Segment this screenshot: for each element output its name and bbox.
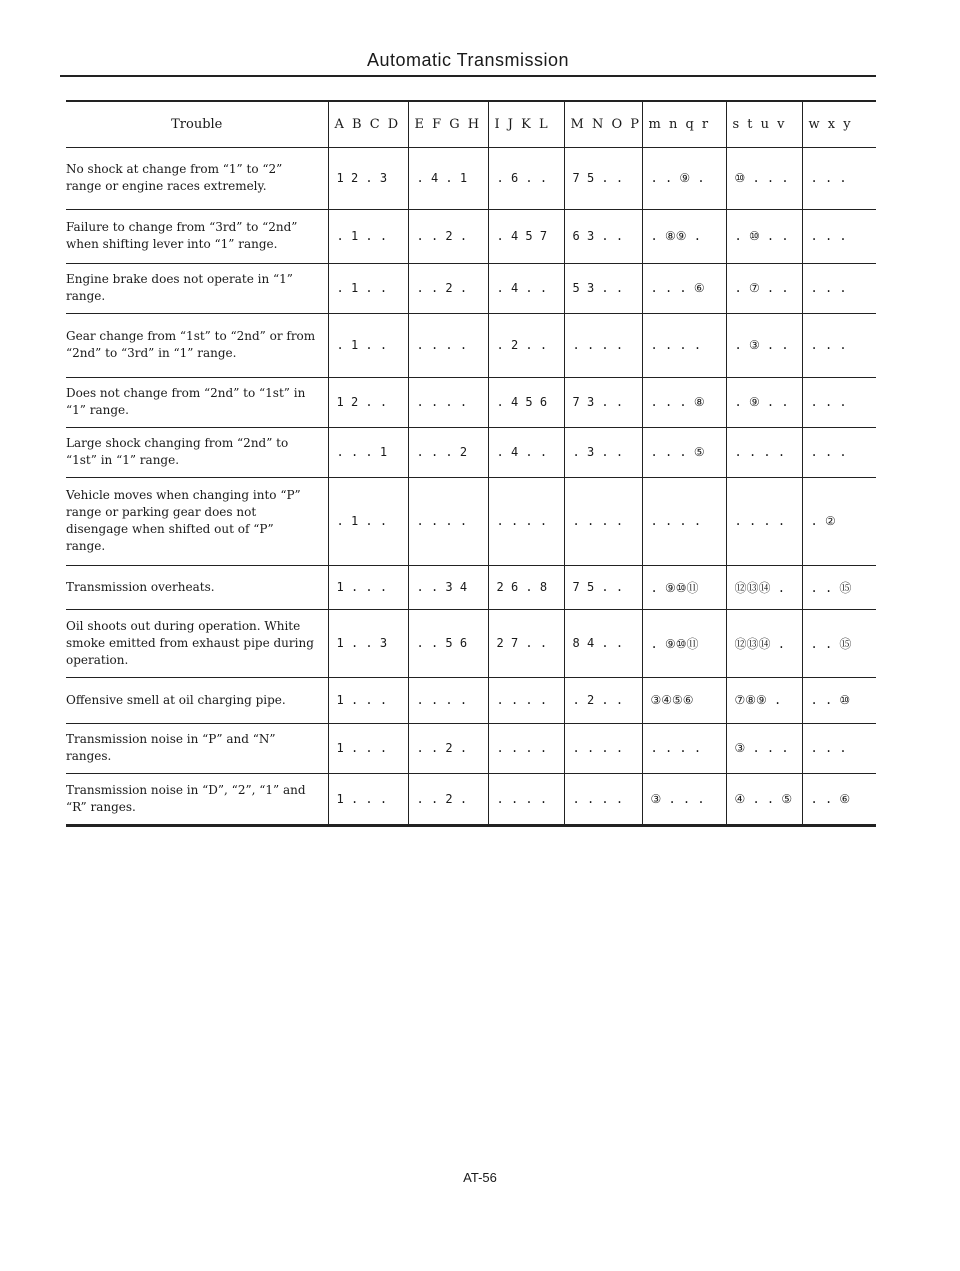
code-cell: . . . . — [488, 773, 564, 825]
trouble-cell: Transmission noise in “P” and “N” ranges. — [66, 723, 328, 773]
code-cell: . 1 . . — [328, 477, 408, 565]
code-cell: . ⑨⑩⑪ — [642, 565, 726, 609]
header-trouble: Trouble — [66, 101, 328, 147]
code-cell: . . . 1 — [328, 427, 408, 477]
table-row — [66, 313, 876, 377]
code-cell: . 6 . . — [488, 147, 564, 209]
code-cell: . . ⑨ . — [642, 147, 726, 209]
code-cell: . . . . — [488, 677, 564, 723]
code-cell: 2 7 . . — [488, 609, 564, 677]
code-cell: . . . ⑤ — [642, 427, 726, 477]
code-cell: . 4 . 1 — [408, 147, 488, 209]
table-row — [66, 209, 876, 263]
code-cell: . . . . — [564, 477, 642, 565]
code-cell: . . . . — [488, 477, 564, 565]
trouble-cell: Failure to change from “3rd” to “2nd” when shifting lever into “1” range. — [66, 209, 328, 263]
code-cell: 1 . . . — [328, 723, 408, 773]
code-cell: ⑫⑬⑭ . — [726, 565, 802, 609]
trouble-cell: Transmission overheats. — [66, 565, 328, 609]
page-title: Automatic Transmission — [366, 50, 570, 70]
table-row — [66, 147, 876, 209]
trouble-cell: Offensive smell at oil charging pipe. — [66, 677, 328, 723]
code-cell: . . . — [802, 313, 876, 377]
code-cell: 6 3 . . — [564, 209, 642, 263]
code-cell: ③ . . . — [642, 773, 726, 825]
code-cell: ⑩ . . . — [726, 147, 802, 209]
code-cell: . ⑩ . . — [726, 209, 802, 263]
table-row — [66, 773, 876, 825]
trouble-diagnosis-table — [66, 100, 876, 827]
header-mnop: M N O P — [564, 101, 642, 147]
code-cell: . . 5 6 — [408, 609, 488, 677]
header-abcd: A B C D — [328, 101, 408, 147]
code-cell: ⑫⑬⑭ . — [726, 609, 802, 677]
code-cell: . . . ⑥ — [642, 263, 726, 313]
code-cell: . . ⑮ — [802, 565, 876, 609]
code-cell: . 2 . . — [488, 313, 564, 377]
code-cell: . . . . — [408, 377, 488, 427]
header-ijkl: I J K L — [488, 101, 564, 147]
code-cell: 1 . . . — [328, 677, 408, 723]
code-cell: . . . . — [726, 477, 802, 565]
code-cell: . . . . — [726, 427, 802, 477]
code-cell: . . ⑩ — [802, 677, 876, 723]
code-cell: 2 6 . 8 — [488, 565, 564, 609]
header-rule — [60, 75, 876, 77]
code-cell: . . ⑮ — [802, 609, 876, 677]
code-cell: . ⑨ . . — [726, 377, 802, 427]
page-number: AT-56 — [463, 1170, 497, 1185]
code-cell: . . . . — [408, 313, 488, 377]
table-row — [66, 427, 876, 477]
code-cell: . . . . — [642, 723, 726, 773]
table-header-row — [66, 101, 876, 147]
table-row — [66, 377, 876, 427]
trouble-cell: No shock at change from “1” to “2” range or engine races extremely. — [66, 147, 328, 209]
trouble-cell: Vehicle moves when changing into “P” range or parking gear does not disengage when shifted out of “P” range. — [66, 477, 328, 565]
code-cell: . ⑨⑩⑪ — [642, 609, 726, 677]
trouble-cell: Large shock changing from “2nd” to “1st” in “1” range. — [66, 427, 328, 477]
code-cell: . 1 . . — [328, 209, 408, 263]
code-cell: . . . — [802, 209, 876, 263]
code-cell: . 3 . . — [564, 427, 642, 477]
table-row — [66, 609, 876, 677]
header-efgh: E F G H — [408, 101, 488, 147]
code-cell: . . . . — [642, 313, 726, 377]
code-cell: . . 3 4 — [408, 565, 488, 609]
code-cell: . . 2 . — [408, 209, 488, 263]
trouble-cell: Does not change from “2nd” to “1st” in “1” range. — [66, 377, 328, 427]
code-cell: . . . 2 — [408, 427, 488, 477]
code-cell: . . . — [802, 427, 876, 477]
code-cell: 8 4 . . — [564, 609, 642, 677]
code-cell: . . . — [802, 723, 876, 773]
table-row — [66, 477, 876, 565]
code-cell: . . . — [802, 147, 876, 209]
trouble-cell: Engine brake does not operate in “1” range. — [66, 263, 328, 313]
code-cell: 5 3 . . — [564, 263, 642, 313]
code-cell: 7 5 . . — [564, 565, 642, 609]
code-cell: . 4 . . — [488, 263, 564, 313]
code-cell: 1 2 . 3 — [328, 147, 408, 209]
table-row — [66, 263, 876, 313]
trouble-cell: Gear change from “1st” to “2nd” or from “2nd” to “3rd” in “1” range. — [66, 313, 328, 377]
code-cell: 1 . . . — [328, 773, 408, 825]
code-cell: . ⑦ . . — [726, 263, 802, 313]
code-cell: . . 2 . — [408, 263, 488, 313]
code-cell: 1 . . 3 — [328, 609, 408, 677]
code-cell: . . . . — [564, 773, 642, 825]
code-cell: ③ . . . — [726, 723, 802, 773]
code-cell: . 1 . . — [328, 263, 408, 313]
code-cell: 1 2 . . — [328, 377, 408, 427]
trouble-cell: Transmission noise in “D”, “2”, “1” and “R” ranges. — [66, 773, 328, 825]
code-cell: 7 3 . . — [564, 377, 642, 427]
code-cell: . . . . — [408, 677, 488, 723]
code-cell: . . . . — [488, 723, 564, 773]
code-cell: . 4 5 6 — [488, 377, 564, 427]
code-cell: . . . . — [564, 723, 642, 773]
code-cell: . . . ⑧ — [642, 377, 726, 427]
code-cell: . 1 . . — [328, 313, 408, 377]
header-stuv: s t u v — [726, 101, 802, 147]
code-cell: . ② — [802, 477, 876, 565]
header-mnqr: m n q r — [642, 101, 726, 147]
code-cell: . 2 . . — [564, 677, 642, 723]
code-cell: . . . . — [642, 477, 726, 565]
code-cell: . ⑧⑨ . — [642, 209, 726, 263]
header-wxy: w x y — [802, 101, 876, 147]
code-cell: . ③ . . — [726, 313, 802, 377]
code-cell: 1 . . . — [328, 565, 408, 609]
code-cell: . 4 5 7 — [488, 209, 564, 263]
table-row — [66, 723, 876, 773]
code-cell: ④ . . ⑤ — [726, 773, 802, 825]
code-cell: . . . . — [408, 477, 488, 565]
code-cell: . . . — [802, 377, 876, 427]
code-cell: . . 2 . — [408, 723, 488, 773]
code-cell: . . . — [802, 263, 876, 313]
table-row — [66, 677, 876, 723]
code-cell: . . ⑥ — [802, 773, 876, 825]
code-cell: ③④⑤⑥ — [642, 677, 726, 723]
trouble-cell: Oil shoots out during operation. White smoke emitted from exhaust pipe during operation. — [66, 609, 328, 677]
code-cell: ⑦⑧⑨ . — [726, 677, 802, 723]
code-cell: 7 5 . . — [564, 147, 642, 209]
table-row — [66, 565, 876, 609]
code-cell: . 4 . . — [488, 427, 564, 477]
code-cell: . . 2 . — [408, 773, 488, 825]
code-cell: . . . . — [564, 313, 642, 377]
